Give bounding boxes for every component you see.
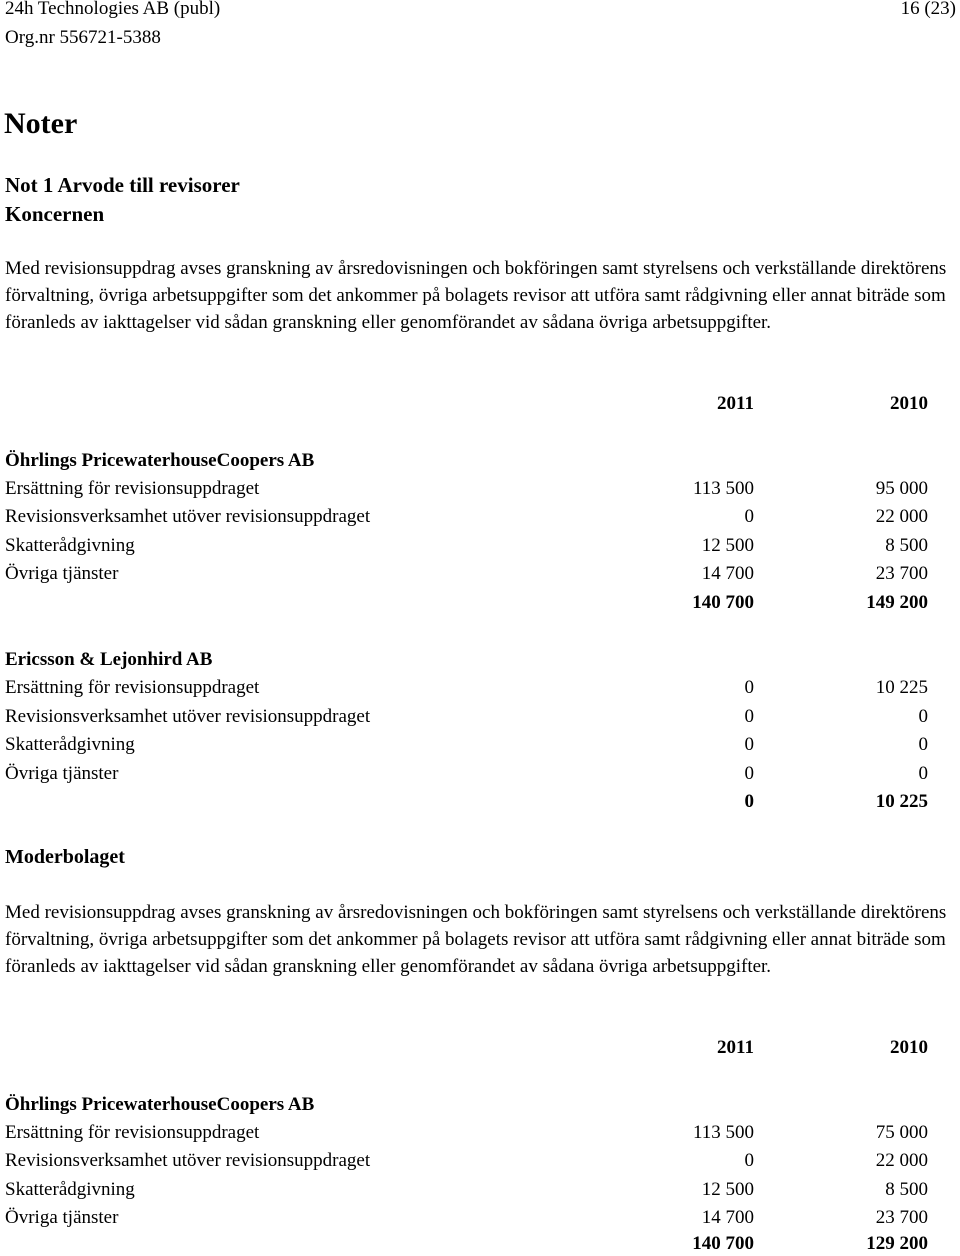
value-2011: 0 (744, 763, 754, 784)
auditor-name-label: Öhrlings PricewaterhouseCoopers AB (5, 1094, 315, 1115)
row-label: Ersättning för revisionsuppdraget (5, 478, 260, 499)
table-row (0, 1121, 960, 1145)
section-heading-moderbolaget: Moderbolaget (5, 846, 125, 868)
year-2010-header: 2010 (890, 1037, 928, 1058)
value-2011: 0 (744, 706, 754, 727)
paragraph-moderbolaget: Med revisionsuppdrag avses granskning av årsredovisningen och bokföringen samt styrelsens och verkställande direktörens förvaltning, övriga arbetsuppgifter som det ankommer på bolagets revisor att utföra samt rådgivning eller annat biträde som föranleds av iakttagelser vid sådan granskning eller genomförandet av sådana övriga arbetsuppgifter. (5, 902, 947, 977)
row-label: Skatterådgivning (5, 535, 135, 556)
auditor-name-label: Ericsson & Lejonhird AB (5, 649, 213, 670)
value-2011: 14 700 (701, 1207, 754, 1228)
value-2010: 23 700 (875, 563, 928, 584)
row-label: Ersättning för revisionsuppdraget (5, 1122, 260, 1143)
value-2011: 12 500 (701, 1179, 754, 1200)
table-row (0, 534, 960, 558)
year-header-row (0, 392, 960, 416)
value-2011: 0 (744, 677, 754, 698)
auditor-name-pwc (0, 1093, 960, 1117)
value-2011: 0 (744, 1150, 754, 1171)
value-2010: 95 000 (875, 478, 928, 499)
value-2011: 113 500 (692, 1122, 754, 1143)
total-2011: 0 (744, 791, 754, 812)
total-row (0, 591, 960, 615)
year-header-row (0, 1036, 960, 1060)
row-label: Skatterådgivning (5, 734, 135, 755)
table-row (0, 477, 960, 501)
value-2010: 22 000 (875, 1150, 928, 1171)
row-label: Revisionsverksamhet utöver revisionsuppdraget (5, 706, 371, 727)
value-2010: 8 500 (885, 535, 928, 556)
year-2011-header: 2011 (717, 393, 754, 414)
company-name: 24h Technologies AB (publ) (5, 0, 221, 19)
value-2010: 23 700 (875, 1207, 928, 1228)
value-2010: 10 225 (875, 677, 928, 698)
row-label: Övriga tjänster (5, 1207, 119, 1228)
paragraph-koncernen: Med revisionsuppdrag avses granskning av årsredovisningen och bokföringen samt styrelsens och verkställande direktörens förvaltning, övriga arbetsuppgifter som det ankommer på bolagets revisor att utföra samt rådgivning eller annat biträde som föranleds av iakttagelser vid sådan granskning eller genomförandet av sådana övriga arbetsuppgifter. (5, 258, 947, 333)
total-2011: 140 700 (692, 1233, 754, 1254)
row-label: Ersättning för revisionsuppdraget (5, 677, 260, 698)
row-label: Revisionsverksamhet utöver revisionsuppdraget (5, 1150, 371, 1171)
value-2011: 12 500 (701, 535, 754, 556)
org-number: Org.nr 556721-5388 (5, 27, 161, 48)
value-2010: 0 (918, 734, 928, 755)
table-row (0, 762, 960, 786)
total-2010: 149 200 (866, 592, 928, 613)
value-2011: 0 (744, 734, 754, 755)
total-row (0, 790, 960, 814)
row-label: Skatterådgivning (5, 1179, 135, 1200)
table-row (0, 505, 960, 529)
page-number: 16 (23) (900, 0, 956, 19)
total-row (0, 1232, 960, 1256)
row-label: Övriga tjänster (5, 563, 119, 584)
year-2010-header: 2010 (890, 393, 928, 414)
table-row (0, 733, 960, 757)
section-heading-koncernen: Koncernen (5, 202, 105, 226)
total-2011: 140 700 (692, 592, 754, 613)
total-2010: 10 225 (875, 791, 928, 812)
row-label: Övriga tjänster (5, 763, 119, 784)
page-title: Noter (4, 107, 78, 140)
value-2011: 14 700 (701, 563, 754, 584)
auditor-name-ericsson (0, 648, 960, 672)
auditor-name-pwc (0, 449, 960, 473)
note-heading: Not 1 Arvode till revisorer (5, 173, 240, 197)
table-row (0, 1178, 960, 1202)
total-2010: 129 200 (866, 1233, 928, 1254)
value-2011: 0 (744, 506, 754, 527)
auditor-name-label: Öhrlings PricewaterhouseCoopers AB (5, 450, 315, 471)
table-row (0, 1149, 960, 1173)
table-row (0, 705, 960, 729)
table-row (0, 676, 960, 700)
year-2011-header: 2011 (717, 1037, 754, 1058)
table-row (0, 562, 960, 586)
value-2010: 8 500 (885, 1179, 928, 1200)
row-label: Revisionsverksamhet utöver revisionsuppdraget (5, 506, 371, 527)
table-row (0, 1206, 960, 1230)
value-2011: 113 500 (692, 478, 754, 499)
value-2010: 0 (918, 763, 928, 784)
value-2010: 75 000 (875, 1122, 928, 1143)
value-2010: 0 (918, 706, 928, 727)
value-2010: 22 000 (875, 506, 928, 527)
